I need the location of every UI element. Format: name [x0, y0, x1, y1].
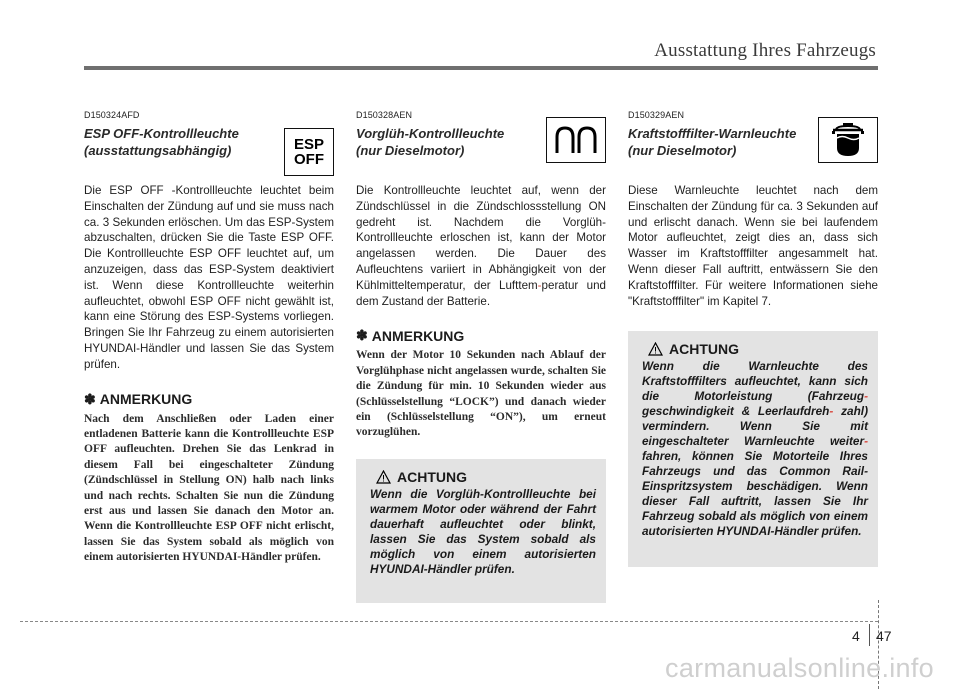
note-body: Wenn der Motor 10 Sekunden nach Ablauf der Vorglühphase nicht angelassen wurde, schalten Sie die Zündung für min. 10 Sekunden wieder aus (Schlüsselstellung “LOCK”) und danach wieder ein (Schlüsselstellung “ON”), um erneut vorzuglühen. [356, 349, 606, 439]
section-heading: ESP OFF-Kontrollleuchte (ausstattungsabhängig) [84, 126, 239, 158]
esp-off-icon: ESP OFF [284, 128, 334, 176]
page-number-divider [869, 624, 870, 646]
running-header: Ausstattung Ihres Fahrzeugs [654, 40, 876, 61]
section-heading: Vorglüh-Kontrollleuchte (nur Dieselmotor) [356, 126, 505, 158]
section-esp-off [84, 110, 334, 566]
warning-title: ACHTUNG [648, 341, 868, 357]
note-star-icon: ✽ [356, 327, 368, 344]
note-title: ✽ ANMERKUNG [356, 327, 465, 344]
warning-body: Wenn die Vorglüh-Kontrollleuchte bei warmem Motor oder während der Fahrt dauerhaft aufleuchtet oder blinkt, lassen Sie das System sobald als möglich von einem autorisierten HYUNDAI-Händler prüfen. [370, 487, 596, 576]
section-code: D150324AFD [84, 110, 140, 120]
section-body: Die Kontrollleuchte leuchtet auf, wenn der Zündschlüssel in die Zündschlossstellung ON gedreht ist. Nachdem die Vorglüh-Kontrollleuchte erloschen ist, kann der Motor angelassen werden. Die Dauer des Aufleuchtens variiert in Abhängigkeit von der Kühlmitteltemperatur, der Lufttem-peratur und dem Zustand der Batterie. [356, 184, 606, 308]
note-body: Nach dem Anschließen oder Laden einer entladenen Batterie kann die Kontrollleuchte ESP OFF aufleuchten. Drehen Sie das Lenkrad in diesem Fall bei eingeschalteter Zündung (Zündschlüssel in Stellung ON) halb nach links und nach rechts. Schalten Sie nun die Zündung erst aus und lassen Sie danach den Motor an. Wenn die Kontrollleuchte ESP OFF nicht erlischt, lassen Sie das System sobald als möglich von einem autorisierten HYUNDAI-Händler prüfen. [84, 412, 334, 564]
note-title: ✽ ANMERKUNG [84, 390, 193, 408]
page-number: 47 [876, 628, 892, 644]
warning-box-fuel-filter [628, 331, 878, 567]
section-code: D150328AEN [356, 110, 413, 120]
section-heading: Kraftstofffilter-Warnleuchte (nur Dieselmotor) [628, 126, 797, 158]
warning-box-glow-plug [356, 459, 606, 603]
fuel-filter-icon [818, 117, 878, 163]
warning-body: Wenn die Warnleuchte des Kraftstofffilters aufleuchtet, kann sich die Motorleistung (Fahrzeug- geschwindigkeit & Leerlaufdreh- zahl) vermindern. Wenn Sie mit eingeschalteter Warnleuchte weiter- fahren, können Sie Motorteile Ihres Fahrzeugs und das Common Rail-Einspritzsystem beschädigen. Wenn dieser Fall auftritt, lassen Sie Ihr Fahrzeug sobald als möglich von einem autorisierten HYUNDAI-Händler prüfen. [642, 359, 868, 538]
note-star-icon: ✽ [84, 390, 96, 407]
section-fuel-filter [628, 110, 878, 309]
section-code: D150329AEN [628, 110, 685, 120]
section-glow-plug [356, 110, 606, 441]
warning-triangle-icon [376, 470, 391, 484]
warning-triangle-icon [648, 342, 663, 356]
section-body: Die ESP OFF -Kontrollleuchte leuchtet beim Einschalten der Zündung auf und sie muss nach ca. 3 Sekunden erlöschen. Um das ESP-System abzuschalten, drücken Sie die Taste ESP OFF. Die Kontrollleuchte ESP OFF leuchtet auf, um anzuzeigen, dass das ESP-System deaktiviert ist. Wenn diese Kontrollleuchte weiterhin aufleuchtet, obwohl ESP OFF nicht gewählt ist, kann eine Störung des ESP-Systems vorliegen. Bringen Sie Ihr Fahrzeug zu einem autorisierten HYUNDAI-Händler und lassen Sie das System prüfen. [84, 184, 334, 371]
glow-plug-icon [546, 117, 606, 163]
header-rule [84, 66, 878, 70]
chapter-number: 4 [852, 628, 860, 644]
watermark: carmanualsonline.info [665, 653, 934, 683]
footer-rule [20, 621, 878, 622]
warning-title: ACHTUNG [376, 469, 596, 485]
section-body: Diese Warnleuchte leuchtet nach dem Einschalten der Zündung für ca. 3 Sekunden auf und erlischt danach. Wenn sie bei laufendem Motor aufleuchtet, zeigt dies an, dass sich Wasser im Kraftstofffilter angesammelt hat. Wenn dieser Fall auftritt, entwässern Sie den Kraftstofffilter. Für weitere Informationen siehe "Kraftstofffilter" im Kapitel 7. [628, 184, 878, 308]
